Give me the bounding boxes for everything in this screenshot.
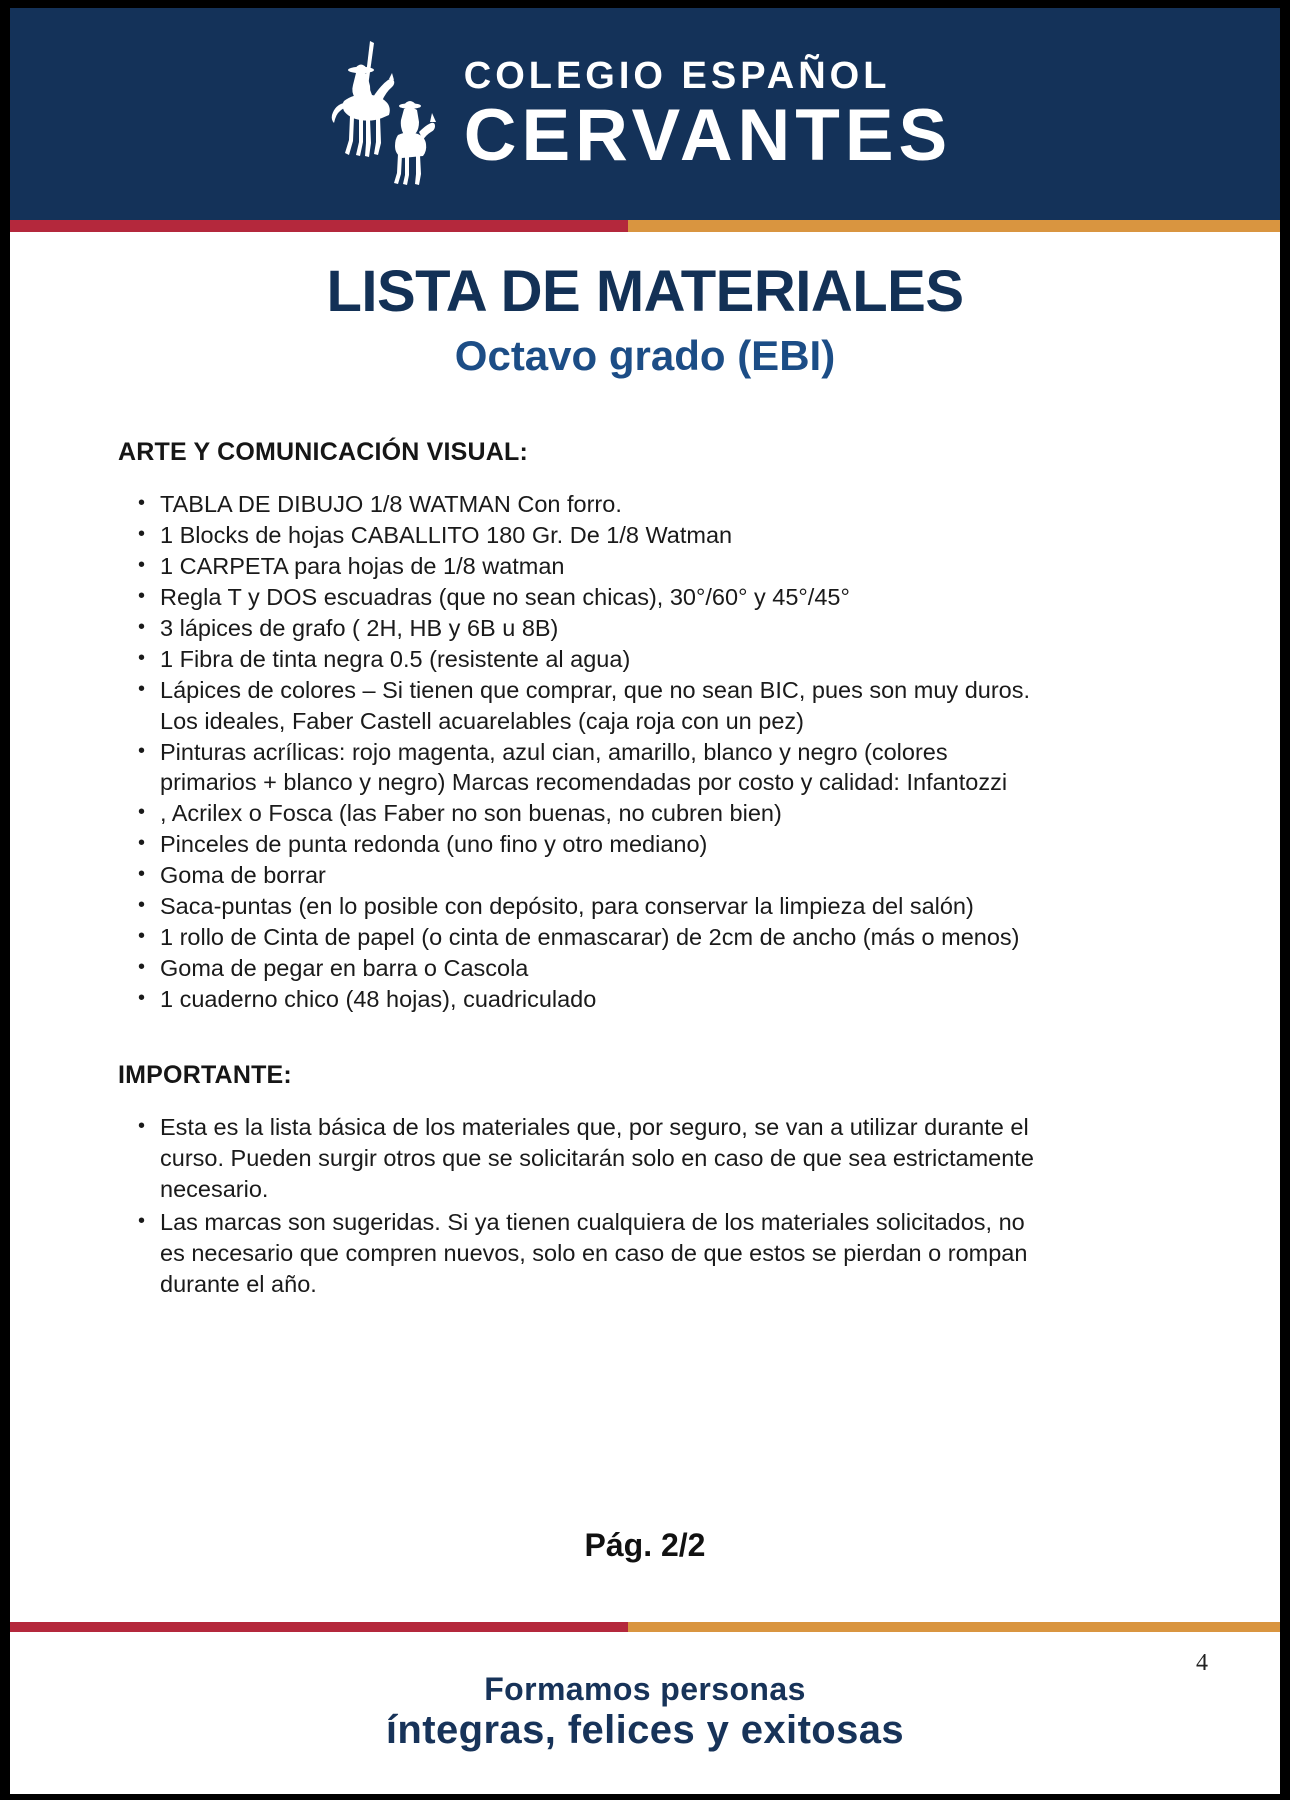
list-item: • Lápices de colores – Si tienen que comprar, que no sean BIC, pues son muy duros. Los ideales, Faber Castell acuarelables (caja roja con un pez) [118, 675, 1036, 736]
document-header [10, 8, 1280, 220]
list-item: • 1 CARPETA para hojas de 1/8 watman [118, 551, 1036, 582]
list-item: • 1 Blocks de hojas CABALLITO 180 Gr. De 1/8 Watman [118, 520, 1036, 551]
brand-line-2: CERVANTES [463, 94, 953, 176]
list-item: • Saca-puntas (en lo posible con depósito, para conservar la limpieza del salón) [118, 891, 1036, 922]
brand-line-1: COLEGIO ESPAÑOL [463, 54, 891, 97]
list-item: • 1 cuaderno chico (48 hojas), cuadriculado [118, 984, 1036, 1015]
slogan-line-2: íntegras, felices y exitosas [385, 1707, 905, 1752]
divider-bar-top [10, 220, 1280, 232]
list-item: • 1 rollo de Cinta de papel (o cinta de enmascarar) de 2cm de ancho (más o menos) [118, 922, 1036, 953]
section-heading-importante: IMPORTANTE: [118, 1060, 292, 1089]
school-logo [326, 39, 953, 189]
list-item: • 3 lápices de grafo ( 2H, HB y 6B u 8B) [118, 613, 1036, 644]
document-body [118, 438, 1036, 1302]
divider-bar-bottom [10, 1622, 1280, 1632]
slide-number: 4 [1196, 1650, 1208, 1676]
page-edge-right [1280, 0, 1290, 1800]
materials-list [118, 489, 1036, 1015]
divider-red-segment [10, 1622, 628, 1632]
divider-gold-segment [628, 220, 1280, 232]
footer-slogan [0, 1672, 1290, 1753]
brand-wordmark [463, 54, 953, 176]
list-item: • TABLA DE DIBUJO 1/8 WATMAN Con forro. [118, 489, 1036, 520]
list-item: • Goma de pegar en barra o Cascola [118, 953, 1036, 984]
title-block [0, 259, 1290, 379]
page-marker: Pág. 2/2 [584, 1527, 706, 1563]
section-heading-arte: ARTE Y COMUNICACIÓN VISUAL: [118, 438, 529, 466]
list-item: • Esta es la lista básica de los materiales que, por seguro, se van a utilizar durante el curso. Pueden surgir otros que se solicitarán solo en caso de que sea estrictamente necesario. [118, 1112, 1036, 1205]
page-edge-bottom [0, 1794, 1290, 1800]
list-item: • , Acrilex o Fosca (las Faber no son buenas, no cubren bien) [118, 798, 1036, 829]
list-item: • Regla T y DOS escuadras (que no sean chicas), 30°/60° y 45°/45° [118, 582, 1036, 613]
page-edge-top [0, 0, 1290, 8]
list-item: • 1 Fibra de tinta negra 0.5 (resistente al agua) [118, 644, 1036, 675]
page-title: LISTA DE MATERIALES [326, 259, 964, 324]
list-item: • Goma de borrar [118, 860, 1036, 891]
page-subtitle: Octavo grado (EBI) [454, 331, 836, 379]
list-item: • Pinceles de punta redonda (uno fino y otro mediano) [118, 829, 1036, 860]
important-notes-list [118, 1112, 1036, 1300]
list-item: • Pinturas acrílicas: rojo magenta, azul cian, amarillo, blanco y negro (colores primarios + blanco y negro) Marcas recomendadas por costo y calidad: Infantozzi [118, 737, 1036, 798]
don-quixote-silhouette-icon [326, 39, 446, 189]
page-edge-left [0, 0, 10, 1800]
list-item: • Las marcas son sugeridas. Si ya tienen cualquiera de los materiales solicitados, no es necesario que compren nuevos, solo en caso de que estos se pierdan o rompan durante el año. [118, 1207, 1036, 1300]
divider-gold-segment [628, 1622, 1280, 1632]
divider-red-segment [10, 220, 628, 232]
slogan-line-1: Formamos personas [484, 1671, 806, 1707]
